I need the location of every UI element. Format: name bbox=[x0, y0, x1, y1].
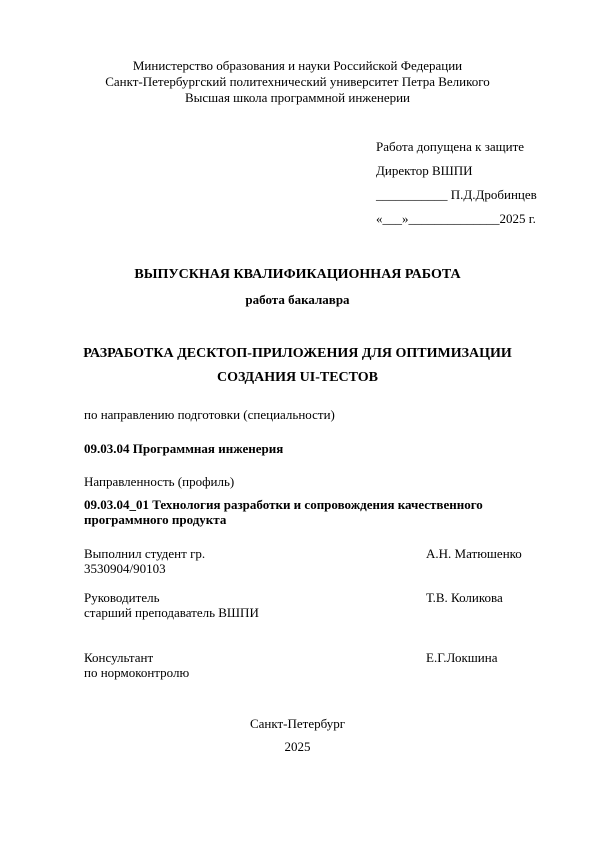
approval-position: Директор ВШПИ bbox=[376, 163, 473, 178]
direction-value: 09.03.04 Программная инженерия bbox=[84, 441, 284, 456]
direction-label: по направлению подготовки (специальности) bbox=[84, 407, 335, 422]
consultant-label-line-1: Консультант bbox=[84, 650, 154, 665]
footer-year: 2025 bbox=[284, 739, 311, 754]
school-line: Высшая школа программной инженерии bbox=[185, 90, 410, 105]
work-type: ВЫПУСКНАЯ КВАЛИФИКАЦИОННАЯ РАБОТА bbox=[134, 267, 461, 282]
approval-signature-line: ___________ П.Д.Дробинцев bbox=[376, 187, 537, 202]
supervisor-label-line-2: старший преподаватель ВШПИ bbox=[84, 605, 259, 620]
ministry-line: Министерство образования и науки Российской Федерации bbox=[132, 58, 463, 73]
consultant-label-line-2: по нормоконтролю bbox=[84, 665, 190, 680]
supervisor-label-line-1: Руководитель bbox=[84, 590, 160, 605]
student-label-line-1: Выполнил студент гр. bbox=[84, 546, 206, 561]
profile-value-line-2: программного продукта bbox=[84, 512, 227, 527]
profile-label: Направленность (профиль) bbox=[84, 474, 235, 489]
work-title-line-1: РАЗРАБОТКА ДЕСКТОП-ПРИЛОЖЕНИЯ ДЛЯ ОПТИМИЗАЦИИ bbox=[83, 346, 512, 361]
work-subtype: работа бакалавра bbox=[245, 292, 350, 307]
consultant-name: Е.Г.Локшина bbox=[426, 650, 498, 665]
supervisor-name: Т.В. Коликова bbox=[426, 590, 503, 605]
approval-admitted: Работа допущена к защите bbox=[376, 139, 525, 154]
university-line: Санкт-Петербургский политехнический университет Петра Великого bbox=[105, 74, 490, 89]
student-name: А.Н. Матюшенко bbox=[426, 546, 522, 561]
work-title-line-2: СОЗДАНИЯ UI-ТЕСТОВ bbox=[216, 370, 379, 385]
approval-date-line: «___»______________2025 г. bbox=[376, 211, 536, 226]
footer-city: Санкт-Петербург bbox=[249, 716, 346, 731]
profile-value-line-1: 09.03.04_01 Технология разработки и сопровождения качественного bbox=[84, 497, 483, 512]
student-label-line-2: 3530904/90103 bbox=[84, 561, 166, 576]
